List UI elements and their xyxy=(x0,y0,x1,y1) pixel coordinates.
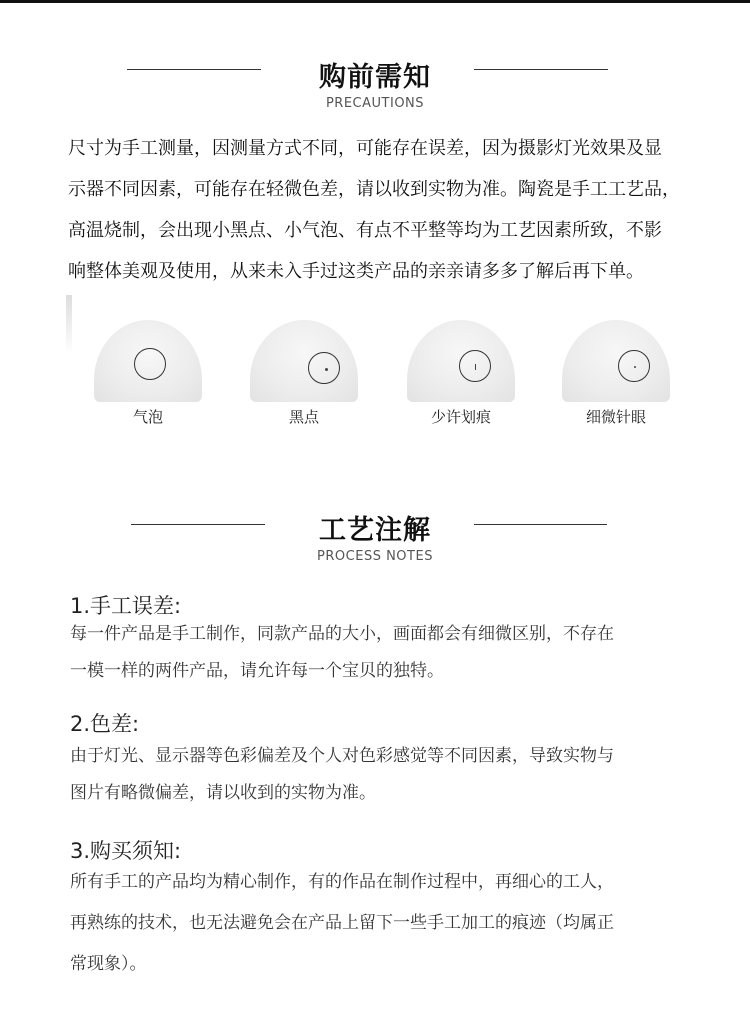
note-text xyxy=(70,862,710,985)
section-title: 工艺注解 xyxy=(319,515,431,546)
defect-label: 气泡 xyxy=(132,408,163,426)
header-rule-right xyxy=(474,524,607,525)
defect-label: 细微针眼 xyxy=(585,408,646,426)
text-line: 常现象）。 xyxy=(70,954,147,974)
defect-scratch xyxy=(401,320,521,427)
section-subtitle: PROCESS NOTES xyxy=(317,549,433,564)
scratch-mark xyxy=(475,364,476,370)
top-border xyxy=(0,0,750,3)
black-dot xyxy=(325,368,328,371)
text-line: 图片有略微偏差，请以收到的实物为准。 xyxy=(70,783,376,803)
header-rule-left xyxy=(127,69,261,70)
precautions-text xyxy=(68,128,718,292)
process-notes-header xyxy=(0,508,750,564)
defect-examples xyxy=(0,295,750,425)
text-line: 再熟练的技术，也无法避免会在产品上留下一些手工加工的痕迹（均属正 xyxy=(70,913,614,933)
header-rule-left xyxy=(131,524,265,525)
glaze-sample-image xyxy=(407,320,515,402)
image-edge xyxy=(66,295,72,355)
note-text xyxy=(70,738,710,812)
text-line: 一模一样的两件产品，请允许每一个宝贝的独特。 xyxy=(70,661,444,681)
pinhole-dot xyxy=(634,366,636,368)
text-line: 所有手工的产品均为精心制作，有的作品在制作过程中，再细心的工人， xyxy=(70,872,614,892)
defect-label: 黑点 xyxy=(288,408,319,426)
section-subtitle: PRECAUTIONS xyxy=(325,96,425,111)
header-rule-right xyxy=(474,69,608,70)
magnifier-circle xyxy=(308,352,340,384)
text-line: 每一件产品是手工制作，同款产品的大小，画面都会有细微区别，不存在 xyxy=(70,624,614,644)
text-line: 示器不同因素，可能存在轻微色差，请以收到实物为准。陶瓷是手工工艺品， xyxy=(68,179,680,200)
defect-label: 少许划痕 xyxy=(430,408,491,426)
text-line: 响整体美观及使用，从来未入手过这类产品的亲亲请多多了解后再下单。 xyxy=(68,261,644,282)
text-line: 尺寸为手工测量，因测量方式不同，可能存在误差，因为摄影灯光效果及显 xyxy=(68,138,662,159)
section-title: 购前需知 xyxy=(319,62,431,93)
defect-bubble xyxy=(88,320,208,427)
glaze-sample-image xyxy=(562,320,670,402)
magnifier-circle xyxy=(134,348,166,380)
text-line: 高温烧制，会出现小黑点、小气泡、有点不平整等均为工艺因素所致，不影 xyxy=(68,220,662,241)
defect-pinhole xyxy=(556,320,676,427)
text-line: 由于灯光、显示器等色彩偏差及个人对色彩感觉等不同因素，导致实物与 xyxy=(70,746,614,766)
defect-black-dot xyxy=(244,320,364,427)
note-heading: 1.手工误差: xyxy=(70,594,182,618)
precautions-header xyxy=(0,55,750,111)
note-heading: 2.色差: xyxy=(70,712,140,736)
note-heading: 3.购买须知: xyxy=(70,839,182,863)
glaze-sample-image xyxy=(94,320,202,402)
glaze-sample-image xyxy=(250,320,358,402)
note-text xyxy=(70,616,710,690)
